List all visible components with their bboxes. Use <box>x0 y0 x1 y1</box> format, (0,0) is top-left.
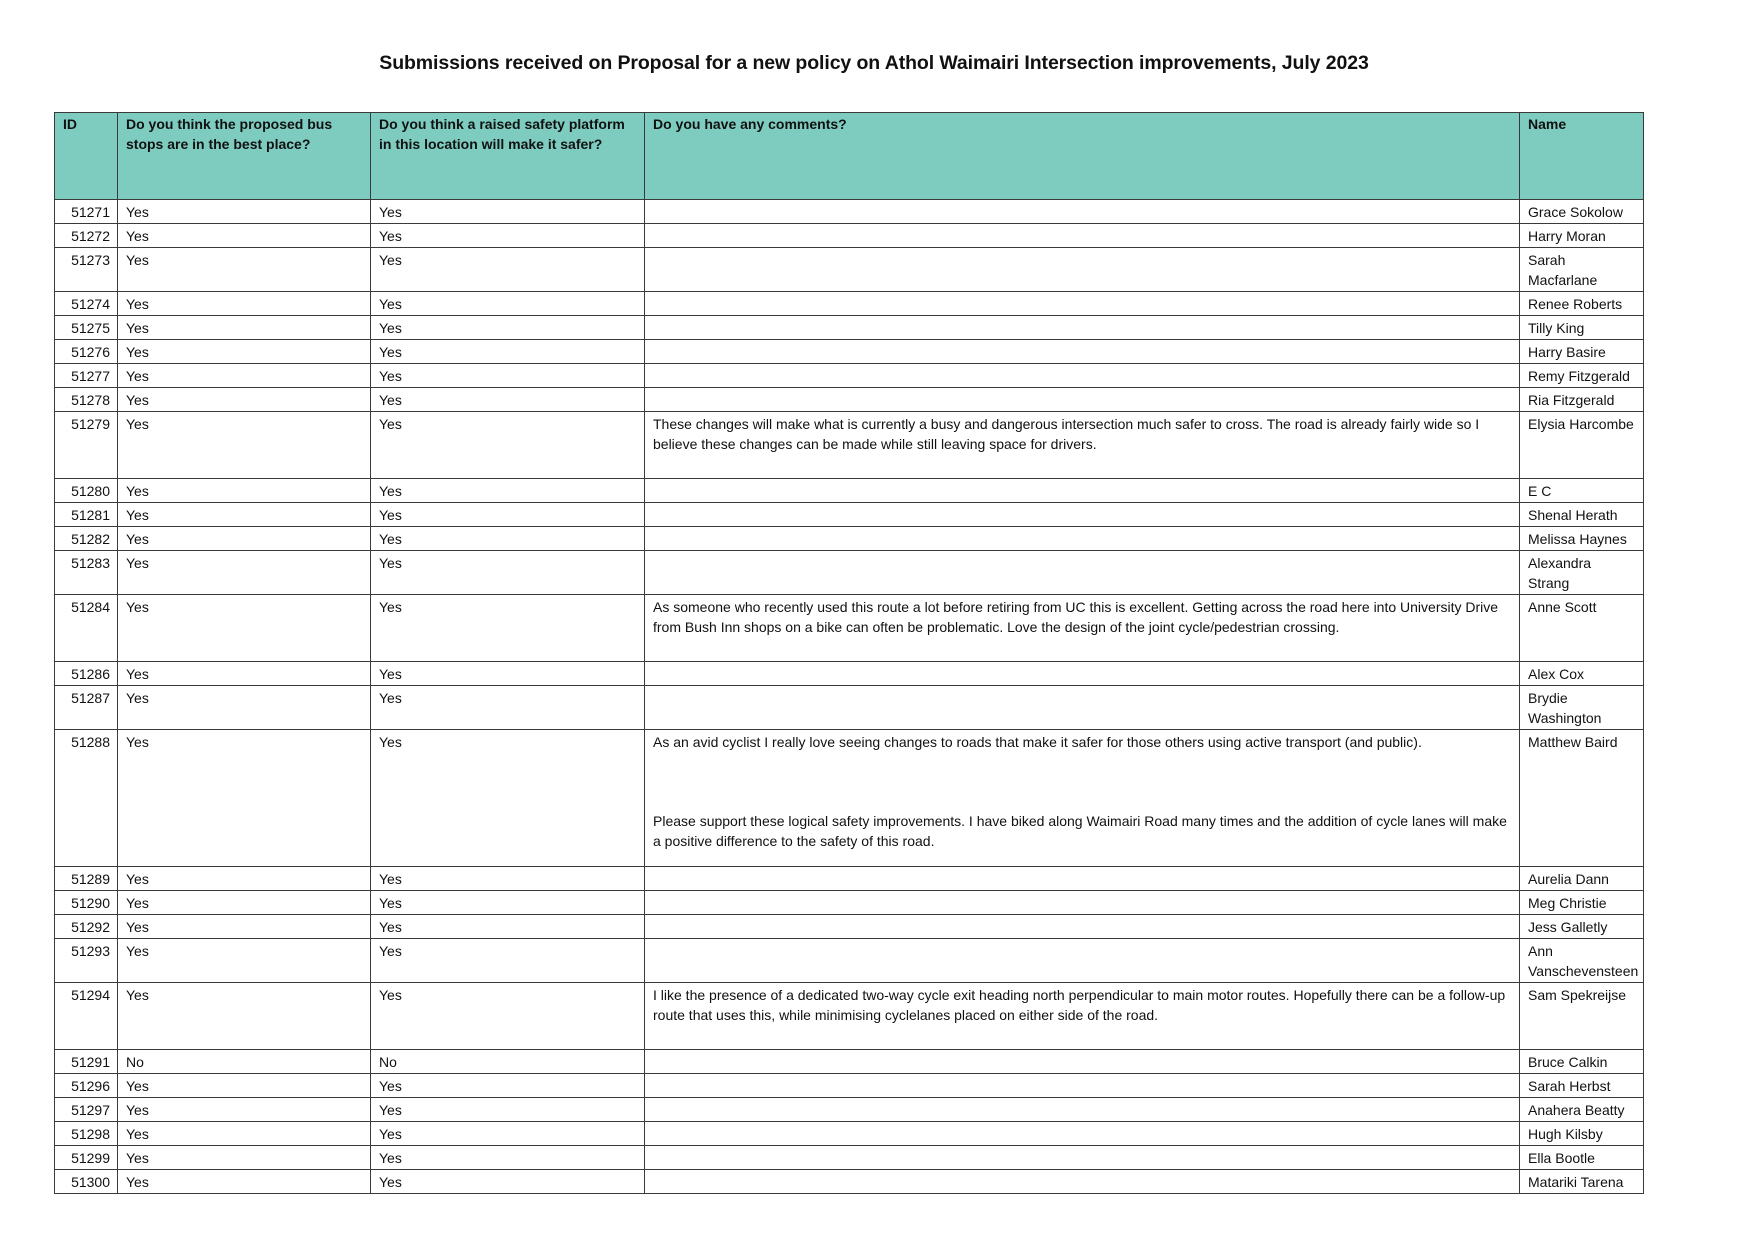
cell-name: Meg Christie <box>1520 891 1644 915</box>
cell-name: Bruce Calkin <box>1520 1050 1644 1074</box>
cell-safety-platform: Yes <box>371 662 645 686</box>
table-row <box>55 1146 1644 1170</box>
cell-name: Remy Fitzgerald <box>1520 364 1644 388</box>
cell-name: Sarah Macfarlane <box>1520 248 1644 292</box>
cell-name: E C <box>1520 479 1644 503</box>
column-header-safety-platform: Do you think a raised safety platform in this location will make it safer? <box>371 113 645 200</box>
cell-comment <box>645 527 1520 551</box>
cell-comment <box>645 551 1520 595</box>
cell-bus-stops: Yes <box>118 551 371 595</box>
cell-safety-platform: Yes <box>371 224 645 248</box>
table-row <box>55 200 1644 224</box>
table-row <box>55 983 1644 1050</box>
cell-safety-platform: Yes <box>371 340 645 364</box>
cell-id: 51283 <box>55 551 118 595</box>
cell-safety-platform: Yes <box>371 1146 645 1170</box>
cell-safety-platform: Yes <box>371 686 645 730</box>
cell-id: 51280 <box>55 479 118 503</box>
table-body <box>55 200 1644 1194</box>
cell-safety-platform: Yes <box>371 503 645 527</box>
cell-bus-stops: Yes <box>118 364 371 388</box>
cell-name: Tilly King <box>1520 316 1644 340</box>
cell-name: Brydie Washington <box>1520 686 1644 730</box>
cell-name: Grace Sokolow <box>1520 200 1644 224</box>
cell-id: 51298 <box>55 1122 118 1146</box>
cell-name: Anne Scott <box>1520 595 1644 662</box>
comment-paragraph: Please support these logical safety improvements. I have biked along Waimairi Road many times and the addition of cycle lanes will make a positive difference to the safety of this road. <box>653 813 1511 849</box>
cell-comment <box>645 730 1520 867</box>
cell-id: 51286 <box>55 662 118 686</box>
cell-safety-platform: Yes <box>371 364 645 388</box>
cell-safety-platform: Yes <box>371 867 645 891</box>
cell-comment <box>645 891 1520 915</box>
cell-name: Renee Roberts <box>1520 292 1644 316</box>
cell-name: Melissa Haynes <box>1520 527 1644 551</box>
cell-id: 51281 <box>55 503 118 527</box>
cell-name: Hugh Kilsby <box>1520 1122 1644 1146</box>
column-header-id: ID <box>55 113 118 200</box>
cell-safety-platform: Yes <box>371 1122 645 1146</box>
cell-id: 51272 <box>55 224 118 248</box>
cell-name: Ria Fitzgerald <box>1520 388 1644 412</box>
cell-id: 51279 <box>55 412 118 479</box>
cell-name: Harry Moran <box>1520 224 1644 248</box>
table-row <box>55 686 1644 730</box>
cell-id: 51292 <box>55 915 118 939</box>
cell-id: 51274 <box>55 292 118 316</box>
table-row <box>55 891 1644 915</box>
cell-id: 51288 <box>55 730 118 867</box>
table-row <box>55 1170 1644 1194</box>
comment-paragraph: As an avid cyclist I really love seeing changes to roads that make it safer for those others using active transport (and public). <box>653 734 1422 750</box>
cell-bus-stops: Yes <box>118 686 371 730</box>
table-row <box>55 1050 1644 1074</box>
cell-bus-stops: Yes <box>118 479 371 503</box>
table-row <box>55 388 1644 412</box>
cell-comment <box>645 1146 1520 1170</box>
cell-comment <box>645 224 1520 248</box>
page-title: Submissions received on Proposal for a new policy on Athol Waimairi Intersection improvements, July 2023 <box>379 52 1369 74</box>
cell-id: 51287 <box>55 686 118 730</box>
cell-comment: I like the presence of a dedicated two-way cycle exit heading north perpendicular to main motor routes. Hopefully there can be a follow-up route that uses this, while minimising cyclelanes placed on either side of the road. <box>645 983 1520 1050</box>
cell-name: Matthew Baird <box>1520 730 1644 867</box>
cell-bus-stops: Yes <box>118 983 371 1050</box>
table-row <box>55 316 1644 340</box>
cell-safety-platform: Yes <box>371 915 645 939</box>
table-row <box>55 939 1644 983</box>
cell-bus-stops: Yes <box>118 200 371 224</box>
table-row <box>55 479 1644 503</box>
cell-safety-platform: Yes <box>371 939 645 983</box>
cell-comment <box>645 867 1520 891</box>
cell-safety-platform: Yes <box>371 412 645 479</box>
cell-comment <box>645 479 1520 503</box>
table-row <box>55 292 1644 316</box>
table-row <box>55 551 1644 595</box>
cell-comment <box>645 1170 1520 1194</box>
cell-name: Ann Vanschevensteen <box>1520 939 1644 983</box>
table-row <box>55 730 1644 867</box>
cell-bus-stops: Yes <box>118 1170 371 1194</box>
cell-name: Sarah Herbst <box>1520 1074 1644 1098</box>
cell-name: Matariki Tarena <box>1520 1170 1644 1194</box>
cell-safety-platform: Yes <box>371 388 645 412</box>
cell-comment <box>645 662 1520 686</box>
table-row <box>55 1122 1644 1146</box>
cell-safety-platform: Yes <box>371 527 645 551</box>
cell-safety-platform: Yes <box>371 891 645 915</box>
cell-bus-stops: Yes <box>118 915 371 939</box>
table-row <box>55 412 1644 479</box>
cell-id: 51278 <box>55 388 118 412</box>
cell-id: 51300 <box>55 1170 118 1194</box>
table-row <box>55 915 1644 939</box>
cell-bus-stops: Yes <box>118 1074 371 1098</box>
cell-bus-stops: Yes <box>118 595 371 662</box>
cell-name: Alex Cox <box>1520 662 1644 686</box>
cell-name: Alexandra Strang <box>1520 551 1644 595</box>
cell-comment: As someone who recently used this route a lot before retiring from UC this is excellent. Getting across the road here into University Drive from Bush Inn shops on a bike can often be problematic. Love the design of the joint cycle/pedestrian crossing. <box>645 595 1520 662</box>
cell-bus-stops: Yes <box>118 527 371 551</box>
cell-name: Sam Spekreijse <box>1520 983 1644 1050</box>
table-row <box>55 662 1644 686</box>
table-row <box>55 1074 1644 1098</box>
cell-name: Ella Bootle <box>1520 1146 1644 1170</box>
cell-comment <box>645 248 1520 292</box>
cell-comment <box>645 686 1520 730</box>
cell-bus-stops: Yes <box>118 340 371 364</box>
cell-bus-stops: Yes <box>118 867 371 891</box>
table-header-row <box>55 113 1644 200</box>
cell-comment <box>645 364 1520 388</box>
table-row <box>55 364 1644 388</box>
cell-safety-platform: Yes <box>371 248 645 292</box>
cell-bus-stops: No <box>118 1050 371 1074</box>
cell-comment <box>645 340 1520 364</box>
cell-name: Jess Galletly <box>1520 915 1644 939</box>
cell-comment <box>645 915 1520 939</box>
cell-id: 51276 <box>55 340 118 364</box>
cell-bus-stops: Yes <box>118 248 371 292</box>
cell-id: 51293 <box>55 939 118 983</box>
cell-bus-stops: Yes <box>118 1146 371 1170</box>
cell-safety-platform: Yes <box>371 316 645 340</box>
cell-id: 51271 <box>55 200 118 224</box>
cell-id: 51299 <box>55 1146 118 1170</box>
cell-id: 51277 <box>55 364 118 388</box>
cell-id: 51297 <box>55 1098 118 1122</box>
cell-comment <box>645 1074 1520 1098</box>
cell-safety-platform: Yes <box>371 1170 645 1194</box>
cell-safety-platform: Yes <box>371 730 645 867</box>
cell-bus-stops: Yes <box>118 316 371 340</box>
cell-comment: These changes will make what is currently a busy and dangerous intersection much safer to cross. The road is already fairly wide so I believe these changes can be made while still leaving space for drivers. <box>645 412 1520 479</box>
cell-safety-platform: Yes <box>371 983 645 1050</box>
table-row <box>55 595 1644 662</box>
cell-bus-stops: Yes <box>118 412 371 479</box>
cell-comment <box>645 939 1520 983</box>
cell-id: 51275 <box>55 316 118 340</box>
cell-safety-platform: Yes <box>371 1074 645 1098</box>
cell-bus-stops: Yes <box>118 662 371 686</box>
table-row <box>55 248 1644 292</box>
cell-bus-stops: Yes <box>118 1098 371 1122</box>
cell-id: 51289 <box>55 867 118 891</box>
cell-bus-stops: Yes <box>118 939 371 983</box>
cell-name: Elysia Harcombe <box>1520 412 1644 479</box>
cell-id: 51294 <box>55 983 118 1050</box>
table-row <box>55 340 1644 364</box>
table-row <box>55 503 1644 527</box>
cell-comment <box>645 388 1520 412</box>
cell-bus-stops: Yes <box>118 503 371 527</box>
cell-id: 51284 <box>55 595 118 662</box>
submissions-table <box>54 112 1644 1194</box>
column-header-bus-stops: Do you think the proposed bus stops are in the best place? <box>118 113 371 200</box>
cell-safety-platform: Yes <box>371 479 645 503</box>
cell-id: 51291 <box>55 1050 118 1074</box>
cell-bus-stops: Yes <box>118 730 371 867</box>
cell-comment <box>645 292 1520 316</box>
table-row <box>55 224 1644 248</box>
cell-bus-stops: Yes <box>118 388 371 412</box>
cell-bus-stops: Yes <box>118 891 371 915</box>
cell-comment <box>645 1050 1520 1074</box>
cell-safety-platform: Yes <box>371 595 645 662</box>
cell-bus-stops: Yes <box>118 292 371 316</box>
cell-safety-platform: No <box>371 1050 645 1074</box>
table-row <box>55 527 1644 551</box>
cell-bus-stops: Yes <box>118 224 371 248</box>
cell-comment <box>645 1098 1520 1122</box>
table-row <box>55 1098 1644 1122</box>
cell-safety-platform: Yes <box>371 1098 645 1122</box>
cell-bus-stops: Yes <box>118 1122 371 1146</box>
cell-name: Harry Basire <box>1520 340 1644 364</box>
cell-id: 51290 <box>55 891 118 915</box>
cell-comment <box>645 316 1520 340</box>
cell-name: Aurelia Dann <box>1520 867 1644 891</box>
cell-comment <box>645 1122 1520 1146</box>
cell-safety-platform: Yes <box>371 200 645 224</box>
column-header-comments: Do you have any comments? <box>645 113 1520 200</box>
cell-name: Anahera Beatty <box>1520 1098 1644 1122</box>
cell-name: Shenal Herath <box>1520 503 1644 527</box>
table-row <box>55 867 1644 891</box>
cell-comment <box>645 200 1520 224</box>
column-header-name: Name <box>1520 113 1644 200</box>
cell-id: 51296 <box>55 1074 118 1098</box>
cell-comment <box>645 503 1520 527</box>
cell-safety-platform: Yes <box>371 551 645 595</box>
cell-id: 51273 <box>55 248 118 292</box>
cell-id: 51282 <box>55 527 118 551</box>
cell-safety-platform: Yes <box>371 292 645 316</box>
